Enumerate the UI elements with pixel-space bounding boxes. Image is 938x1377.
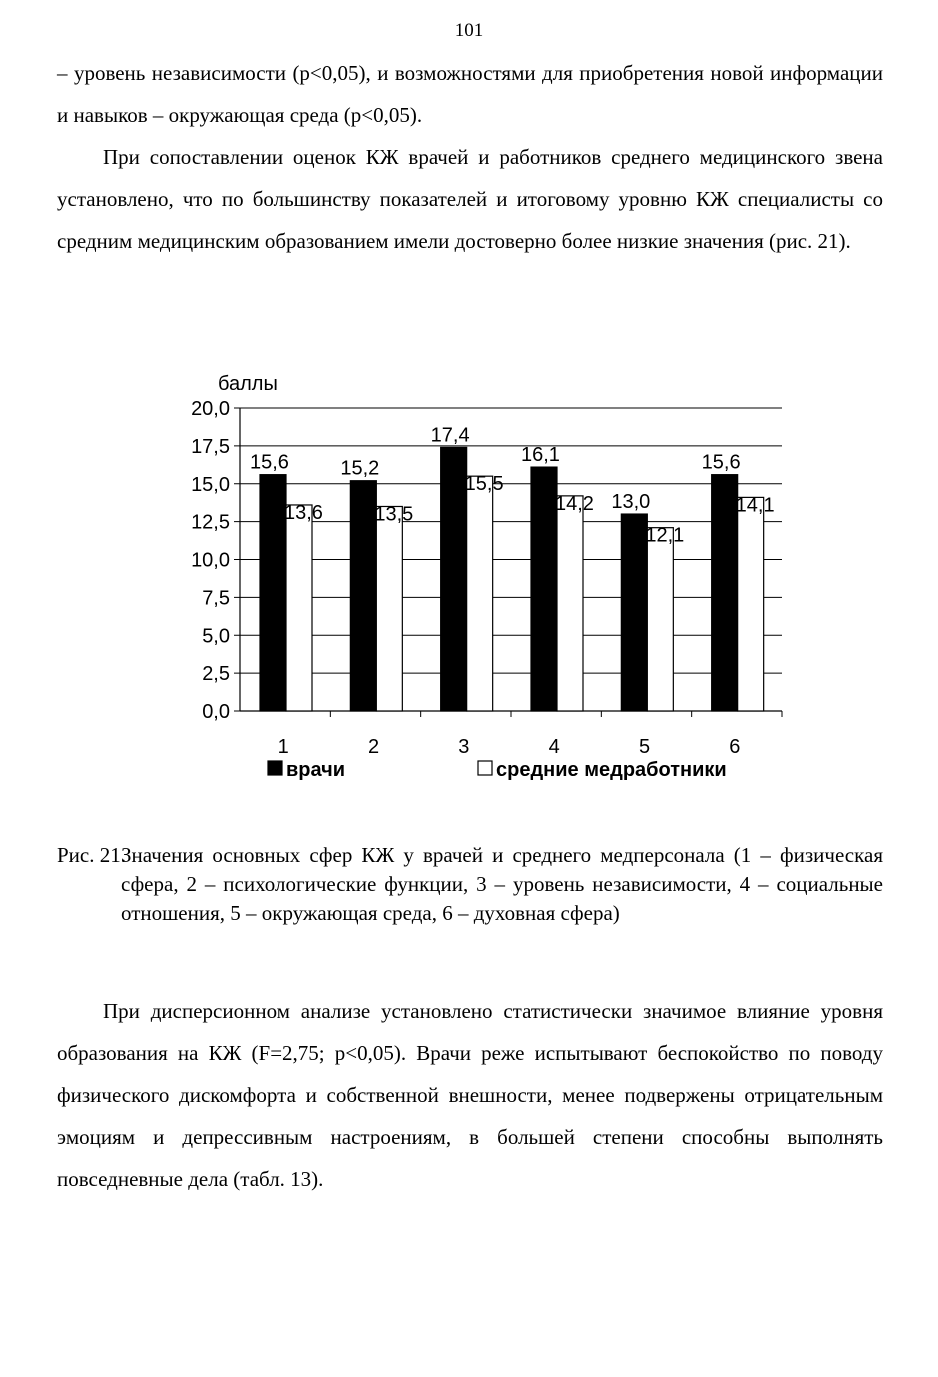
x-tick-label: 3 xyxy=(458,736,470,758)
x-tick-label: 6 xyxy=(729,736,741,758)
x-tick-label: 4 xyxy=(548,736,560,758)
y-tick-label: 12,5 xyxy=(191,511,230,534)
y-tick-label: 20,0 xyxy=(191,398,230,420)
data-label-doctors: 15,6 xyxy=(250,451,289,474)
paragraph-1: – уровень независимости (p<0,05), и возможностями для приобретения новой информации и навыков – окружающая среда (p<0,05). xyxy=(57,61,883,127)
bar-doctors xyxy=(712,475,738,711)
x-tick-label: 2 xyxy=(367,736,380,758)
y-tick-label: 10,0 xyxy=(191,549,230,572)
legend-swatch-doctors xyxy=(268,761,282,775)
data-label-doctors: 13,0 xyxy=(611,491,651,514)
bar-nurses xyxy=(467,476,493,711)
y-tick-label: 5,0 xyxy=(202,625,230,648)
legend-label-doctors: врачи xyxy=(286,759,346,781)
y-tick-label: 0,0 xyxy=(202,701,230,723)
y-axis-label: баллы xyxy=(218,373,278,395)
data-label-nurses: 14,2 xyxy=(555,492,594,515)
data-label-nurses: 13,6 xyxy=(284,501,323,524)
bar-doctors xyxy=(350,481,376,711)
data-label-nurses: 13,5 xyxy=(374,503,414,526)
caption-text: Значения основных сфер КЖ у врачей и среднего медперсонала (1 – физическая сфера, 2 – психологические функции, 3 – уровень независимости, 4 – социальные отношения, 5 – окружающая среда, 6 – духовная сфера) xyxy=(121,843,883,925)
y-tick-label: 17,5 xyxy=(191,435,230,458)
legend-label-nurses: средние медработники xyxy=(496,759,727,781)
y-tick-label: 2,5 xyxy=(202,663,230,686)
x-tick-label: 1 xyxy=(277,736,289,758)
legend-swatch-nurses xyxy=(478,761,492,775)
paragraph-3: При дисперсионном анализе установлено статистически значимое влияние уровня образования на КЖ (F=2,75; p<0,05). Врачи реже испытывают беспокойство по поводу физического дискомфорта и собственной внешности, менее подвержены отрицательным эмоциям и депрессивным настроениям, в большей степени способны выполнять повседневные дела (табл. 13). xyxy=(57,999,883,1191)
data-label-doctors: 15,6 xyxy=(701,451,741,474)
bar-doctors xyxy=(621,514,647,711)
bar-doctors xyxy=(260,475,286,711)
data-label-doctors: 15,2 xyxy=(340,457,380,480)
data-label-nurses: 15,5 xyxy=(464,473,504,496)
bar-doctors xyxy=(441,447,467,711)
caption-label: Рис. 21. xyxy=(57,843,126,867)
page-number: 101 xyxy=(454,20,484,41)
y-tick-label: 7,5 xyxy=(202,587,230,610)
paragraph-2: При сопоставлении оценок КЖ врачей и работников среднего медицинского звена установлено, что по большинству показателей и итоговому уровню КЖ специалисты со средним медицинским образованием имели достоверно более низкие значения (рис. 21). xyxy=(57,145,883,253)
y-tick-label: 15,0 xyxy=(191,473,230,496)
bar-nurses xyxy=(286,505,312,711)
data-label-nurses: 14,1 xyxy=(735,494,775,517)
bar-nurses xyxy=(376,506,402,711)
bar-nurses xyxy=(647,528,673,711)
data-label-doctors: 17,4 xyxy=(430,424,470,447)
x-tick-label: 5 xyxy=(638,736,651,758)
data-label-nurses: 12,1 xyxy=(645,524,685,547)
figure-caption xyxy=(57,841,883,928)
figure-21-chart xyxy=(160,360,800,800)
bar-doctors xyxy=(531,467,557,711)
bar-chart xyxy=(160,360,800,800)
bar-nurses xyxy=(557,496,583,711)
bar-nurses xyxy=(738,497,764,711)
data-label-doctors: 16,1 xyxy=(521,444,560,467)
